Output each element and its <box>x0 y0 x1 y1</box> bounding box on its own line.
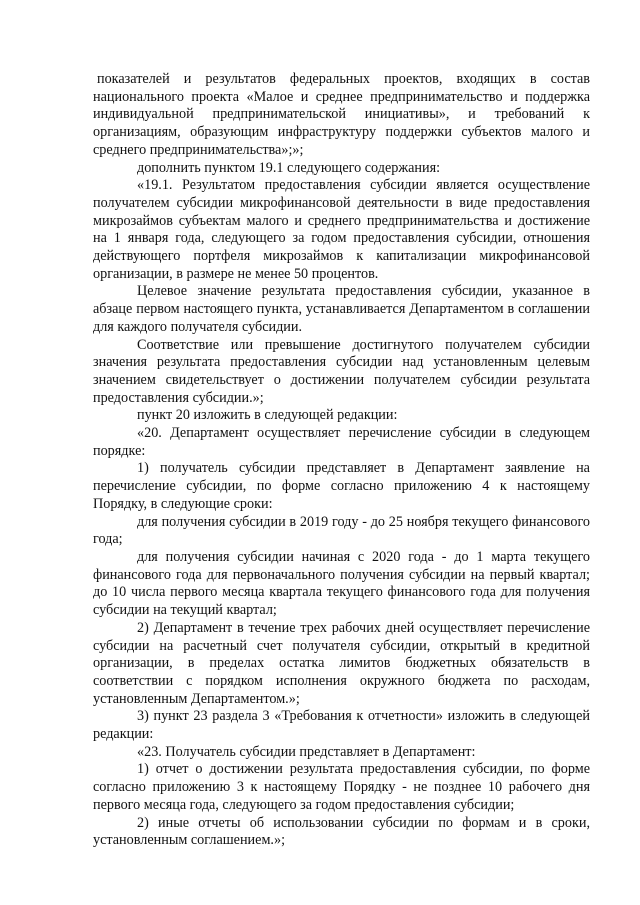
paragraph: «23. Получатель субсидии представляет в Департамент: <box>137 743 476 760</box>
paragraph: «20. Департамент осуществляет перечисление субсидии в следующем порядке: <box>93 425 590 459</box>
paragraph: 2) иные отчеты об использовании субсидии по формам и в сроки, установленным соглашением.»; <box>93 814 590 849</box>
paragraph: дополнить пунктом 19.1 следующего содержания: <box>137 159 441 176</box>
paragraph: 2) Департамент в течение трех рабочих дней осуществляет перечисление субсидии на расчетный счет получателя субсидии, открытый в кредитной организации, в пределах остатка лимитов бюджетных обязательств в соответствии с порядком исполнения окружного бюджета по расходам, установленным Департаментом.»; <box>93 619 590 707</box>
paragraph: 1) получатель субсидии представляет в Департамент заявление на перечисление субсидии, по форме согласно приложению 4 к настоящему Порядку, в следующие сроки: <box>93 460 590 512</box>
paragraph: 1) отчет о достижении результата предоставления субсидии, по форме согласно приложению 3 к настоящему Порядку - не позднее 10 рабочего дня первого месяца года, следующего за годом предоставления субсидии; <box>93 761 590 813</box>
paragraph: для получения субсидии начиная с 2020 года - до 1 марта текущего финансового года для первоначального получения субсидии на первый квартал; до 10 числа первого месяца квартала текущего финансового года для получения субсидии на текущий квартал; <box>93 548 590 619</box>
paragraph: показателей и результатов федеральных проектов, входящих в состав национального проекта «Малое и среднее предпринимательство и поддержка индивидуальной предпринимательской инициативы», и требований к организациям, образующим инфраструктуру поддержки субъектов малого и среднего предпринимательства»;»; <box>93 71 590 158</box>
paragraph: для получения субсидии в 2019 году - до 25 ноября текущего финансового года; <box>93 513 590 548</box>
paragraph: Соответствие или превышение достигнутого получателем субсидии значения результата предоставления субсидии над установленным целевым значением свидетельствует о достижении получателем субсидии результата предоставления субсидии.»; <box>93 336 590 406</box>
paragraph: пункт 20 изложить в следующей редакции: <box>137 407 398 424</box>
paragraph: «19.1. Результатом предоставления субсидии является осуществление получателем субсидии микрофинансовой деятельности в виде предоставления микрозаймов субъектам малого и среднего предпринимательства и достижение на 1 января года, следующего за годом предоставления субсидии, отношения действующего портфеля микрозаймов к капитализации микрофинансовой организации, в размере не менее 50 процентов. <box>93 177 590 282</box>
paragraph: Целевое значение результата предоставления субсидии, указанное в абзаце первом настоящего пункта, устанавливается Департаментом в соглашении для каждого получателя субсидии. <box>93 283 590 335</box>
paragraph: 3) пункт 23 раздела 3 «Требования к отчетности» изложить в следующей редакции: <box>93 708 590 743</box>
